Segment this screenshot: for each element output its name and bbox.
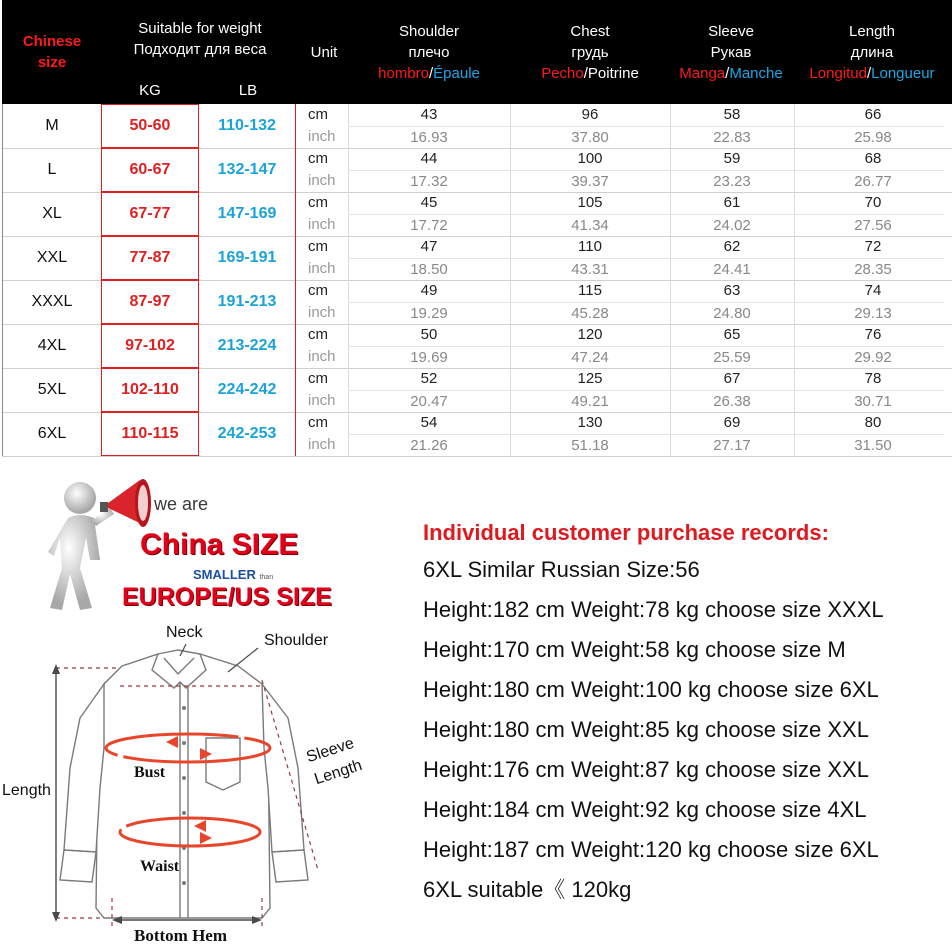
sleeve-header-es: Manga — [679, 64, 726, 82]
shoulder-inch-cell: 19.69 — [348, 346, 510, 368]
unit-inch: inch — [308, 216, 336, 233]
shoulder-header-fr: Épaule — [433, 64, 480, 82]
lb-range-cell: 224-242 — [199, 368, 296, 412]
unit-inch: inch — [308, 260, 336, 277]
length-cm-cell: 78 — [864, 370, 882, 387]
length-cm-cell: 76 — [864, 326, 882, 343]
kg-range-cell: 77-87 — [101, 236, 199, 280]
lb-range-cell: 191-213 — [199, 280, 296, 324]
sleeve-cm-cell: 59 — [723, 150, 741, 167]
lb-range-cell: 147-169 — [199, 192, 296, 236]
table-row — [2, 148, 952, 193]
weight-header-ru: Подходит для веса — [133, 41, 267, 58]
shoulder-cm-cell: 54 — [420, 414, 438, 431]
length-header-fr: Longueur — [871, 64, 935, 82]
shoulder-cm-cell: 47 — [420, 238, 438, 255]
size-cell: L — [2, 148, 102, 192]
length-header-en: Length — [849, 22, 895, 40]
sleeve-header-en: Sleeve — [708, 22, 754, 40]
shoulder-cm-cell: 50 — [420, 326, 438, 343]
chest-cm-cell: 105 — [577, 194, 603, 211]
unit-inch: inch — [308, 392, 336, 409]
label-length: Length — [2, 782, 51, 799]
length-inch-cell: 28.35 — [802, 258, 944, 280]
length-cm-cell: 68 — [864, 150, 882, 167]
promo-smaller-text: SMALLER — [193, 567, 256, 582]
lb-range-cell: 242-253 — [199, 412, 296, 456]
kg-range-cell: 110-115 — [101, 412, 199, 456]
sleeve-cm-cell: 58 — [723, 106, 741, 123]
lb-header: LB — [238, 82, 258, 99]
length-inch-cell: 31.50 — [802, 434, 944, 456]
table-row — [2, 104, 952, 149]
table-row — [2, 324, 952, 369]
sleeve-header-sep: / — [725, 64, 730, 82]
length-inch-cell: 27.56 — [802, 214, 944, 236]
size-cell: XXXL — [2, 280, 102, 324]
label-shoulder: Shoulder — [264, 632, 329, 649]
unit-cm: cm — [308, 414, 328, 431]
chest-cm-cell: 100 — [577, 150, 603, 167]
promo-than: than — [259, 574, 274, 581]
length-inch-cell: 26.77 — [802, 170, 944, 192]
chest-cm-cell: 130 — [577, 414, 603, 431]
label-bust: Bust — [134, 764, 166, 781]
shoulder-cm-cell: 43 — [420, 106, 438, 123]
shoulder-inch-cell: 17.72 — [348, 214, 510, 236]
chest-cm-cell: 110 — [578, 238, 602, 255]
table-row — [2, 192, 952, 237]
chest-cm-cell: 120 — [577, 326, 603, 343]
sleeve-inch-cell: 22.83 — [662, 126, 802, 148]
sleeve-cm-cell: 61 — [723, 194, 741, 211]
shoulder-header-en: Shoulder — [398, 22, 460, 40]
size-cell: XXL — [2, 236, 102, 280]
chinese-size-label-line1: Chinese — [22, 33, 82, 50]
kg-range-cell: 97-102 — [101, 324, 199, 368]
shoulder-inch-cell: 19.29 — [348, 302, 510, 324]
unit-inch: inch — [308, 128, 336, 145]
sleeve-inch-cell: 24.41 — [662, 258, 802, 280]
length-header-es: Longitud — [809, 64, 867, 82]
unit-inch: inch — [308, 436, 336, 453]
unit-cm: cm — [308, 238, 328, 255]
length-cm-cell: 80 — [864, 414, 882, 431]
chest-inch-cell: 51.18 — [510, 434, 670, 456]
shoulder-inch-cell: 20.47 — [348, 390, 510, 412]
shoulder-header-ru: плечо — [408, 43, 450, 61]
sleeve-header-ru: Рукав — [710, 43, 752, 61]
kg-range-cell: 50-60 — [101, 104, 199, 148]
length-inch-cell: 30.71 — [802, 390, 944, 412]
unit-cm: cm — [308, 194, 328, 211]
sleeve-inch-cell: 24.80 — [662, 302, 802, 324]
weight-header-en: Suitable for weight — [138, 20, 262, 37]
unit-cm: cm — [308, 370, 328, 387]
sleeve-cm-cell: 67 — [723, 370, 741, 387]
sleeve-inch-cell: 24.02 — [662, 214, 802, 236]
table-row — [2, 368, 952, 413]
lb-range-cell: 213-224 — [199, 324, 296, 368]
kg-range-cell: 87-97 — [101, 280, 199, 324]
record-line: 6XL suitable《 120kg — [423, 877, 632, 902]
chest-inch-cell: 45.28 — [510, 302, 670, 324]
chest-header-ru: грудь — [571, 43, 609, 61]
sleeve-inch-cell: 23.23 — [662, 170, 802, 192]
chest-inch-cell: 41.34 — [510, 214, 670, 236]
size-cell: 6XL — [2, 412, 102, 456]
length-header-es-fr — [809, 63, 934, 84]
chest-header-sep: / — [583, 64, 588, 82]
chest-cm-cell: 96 — [581, 106, 599, 123]
record-line: Height:170 cm Weight:58 kg choose size M — [423, 637, 846, 662]
lb-range-cell: 132-147 — [199, 148, 296, 192]
kg-range-cell: 67-77 — [101, 192, 199, 236]
chest-header-es: Pecho — [541, 64, 584, 82]
lb-range-cell: 169-191 — [199, 236, 296, 280]
label-neck: Neck — [166, 624, 203, 641]
size-cell: XL — [2, 192, 102, 236]
chest-inch-cell: 47.24 — [510, 346, 670, 368]
sleeve-header-es-fr — [679, 63, 782, 84]
table-row — [2, 412, 952, 457]
length-inch-cell: 29.92 — [802, 346, 944, 368]
shirt-illustration — [0, 618, 400, 952]
sleeve-inch-cell: 25.59 — [662, 346, 802, 368]
shoulder-inch-cell: 16.93 — [348, 126, 510, 148]
unit-cm: cm — [308, 326, 328, 343]
record-line: Height:180 cm Weight:85 kg choose size XXL — [423, 717, 869, 742]
lb-range-cell: 110-132 — [199, 104, 296, 148]
sleeve-cm-cell: 69 — [723, 414, 741, 431]
unit-header: Unit — [310, 43, 338, 61]
kg-header: KG — [139, 82, 161, 99]
shoulder-cm-cell: 52 — [420, 370, 438, 387]
length-header-ru: длина — [850, 43, 894, 61]
shoulder-inch-cell: 17.32 — [348, 170, 510, 192]
chest-inch-cell: 37.80 — [510, 126, 670, 148]
size-cell: M — [2, 104, 102, 148]
record-line: Height:187 cm Weight:120 kg choose size 6XL — [423, 837, 879, 862]
chest-inch-cell: 43.31 — [510, 258, 670, 280]
shoulder-inch-cell: 21.26 — [348, 434, 510, 456]
chest-header-fr: Poitrine — [587, 64, 639, 82]
promo-graphic — [40, 468, 340, 618]
promo-china-size: China SIZE — [140, 528, 299, 561]
unit-cm: cm — [308, 150, 328, 167]
chest-cm-cell: 115 — [578, 282, 602, 299]
shoulder-inch-cell: 18.50 — [348, 258, 510, 280]
sleeve-inch-cell: 26.38 — [662, 390, 802, 412]
shoulder-cm-cell: 49 — [420, 282, 438, 299]
length-header — [794, 0, 950, 104]
length-cm-cell: 70 — [864, 194, 882, 211]
sleeve-inch-cell: 27.17 — [662, 434, 802, 456]
sleeve-header-fr: Manche — [729, 64, 783, 82]
length-header-sep: / — [866, 64, 872, 82]
size-table-header — [2, 0, 952, 104]
label-bottom-hem: Bottom Hem — [134, 926, 228, 945]
chest-inch-cell: 39.37 — [510, 170, 670, 192]
purchase-records — [423, 516, 952, 910]
table-row — [2, 280, 952, 325]
promo-smaller — [193, 567, 273, 582]
chest-inch-cell: 49.21 — [510, 390, 670, 412]
kg-range-cell: 60-67 — [101, 148, 199, 192]
shoulder-header-es-fr — [378, 63, 480, 84]
chest-cm-cell: 125 — [577, 370, 603, 387]
chest-header — [510, 0, 670, 104]
shoulder-header — [348, 0, 510, 104]
chinese-size-header — [2, 0, 102, 104]
record-line: Height:176 cm Weight:87 kg choose size XXL — [423, 757, 869, 782]
length-cm-cell: 72 — [864, 238, 882, 255]
sleeve-cm-cell: 65 — [723, 326, 741, 343]
label-waist: Waist — [140, 858, 180, 875]
unit-inch: inch — [308, 172, 336, 189]
size-cell: 4XL — [2, 324, 102, 368]
record-line: 6XL Similar Russian Size:56 — [423, 557, 700, 582]
unit-inch: inch — [308, 304, 336, 321]
records-title: Individual customer purchase records: — [423, 520, 829, 545]
sleeve-cm-cell: 63 — [723, 282, 741, 299]
unit-inch: inch — [308, 348, 336, 365]
sleeve-cm-cell: 62 — [723, 238, 741, 255]
record-line: Height:182 cm Weight:78 kg choose size XXXL — [423, 597, 884, 622]
shoulder-cm-cell: 44 — [420, 150, 438, 167]
promo-europe-us-size: EUROPE/US SIZE — [122, 583, 332, 611]
shoulder-header-es: hombro — [378, 64, 429, 82]
unit-cm: cm — [308, 282, 328, 299]
shoulder-cm-cell: 45 — [420, 194, 438, 211]
record-line: Height:184 cm Weight:92 kg choose size 4XL — [423, 797, 867, 822]
table-row — [2, 236, 952, 281]
record-line: Height:180 cm Weight:100 kg choose size 6XL — [423, 677, 879, 702]
size-cell: 5XL — [2, 368, 102, 412]
length-cm-cell: 66 — [864, 106, 882, 123]
chest-header-es-fr — [541, 63, 639, 84]
chinese-size-label-line2: size — [37, 54, 67, 71]
label-sleeve: Sleeve — [304, 734, 357, 767]
promo-we-are: we are — [154, 494, 209, 514]
shirt-measurement-diagram — [0, 618, 400, 952]
shoulder-header-sep: / — [428, 64, 434, 82]
length-inch-cell: 25.98 — [802, 126, 944, 148]
label-sleeve-length: Length — [312, 756, 365, 789]
kg-range-cell: 102-110 — [101, 368, 199, 412]
length-inch-cell: 29.13 — [802, 302, 944, 324]
chest-header-en: Chest — [570, 22, 610, 40]
unit-cm: cm — [308, 106, 328, 123]
sleeve-header — [652, 0, 810, 104]
length-cm-cell: 74 — [864, 282, 882, 299]
